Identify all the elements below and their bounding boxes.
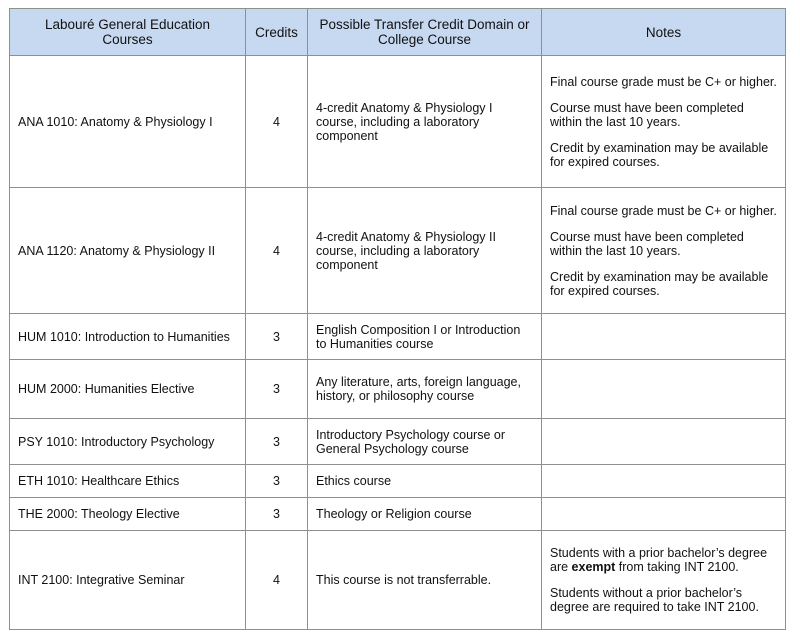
- transfer-cell: 4-credit Anatomy & Physiology II course, including a laboratory component: [308, 188, 542, 314]
- note-text: Credit by examination may be available for expired courses.: [550, 140, 769, 169]
- course-cell: ANA 1120: Anatomy & Physiology II: [10, 188, 246, 314]
- credits-cell: 4: [246, 188, 308, 314]
- transfer-cell: English Composition I or Introduction to Humanities course: [308, 314, 542, 360]
- transfer-cell: Introductory Psychology course or General Psychology course: [308, 419, 542, 465]
- note-text: Course must have been completed within the last 10 years.: [550, 100, 744, 129]
- header-credits: Credits: [246, 9, 308, 56]
- credits-cell: 3: [246, 465, 308, 498]
- transfer-cell: This course is not transferrable.: [308, 531, 542, 630]
- credits-cell: 4: [246, 56, 308, 188]
- course-cell: PSY 1010: Introductory Psychology: [10, 419, 246, 465]
- course-cell: ETH 1010: Healthcare Ethics: [10, 465, 246, 498]
- credits-cell: 3: [246, 498, 308, 531]
- notes-cell: [542, 419, 786, 465]
- course-cell: HUM 1010: Introduction to Humanities: [10, 314, 246, 360]
- table-row: [10, 56, 786, 188]
- table-row: [10, 498, 786, 531]
- notes-cell: [542, 465, 786, 498]
- header-notes: Notes: [542, 9, 786, 56]
- header-course: Labouré General Education Courses: [10, 9, 246, 56]
- table-row: [10, 531, 786, 630]
- note-text: Course must have been completed within the last 10 years.: [550, 229, 744, 258]
- course-cell: ANA 1010: Anatomy & Physiology I: [10, 56, 246, 188]
- credits-cell: 3: [246, 419, 308, 465]
- note-text: [550, 546, 777, 574]
- credits-cell: 3: [246, 360, 308, 419]
- note-text: Final course grade must be C+ or higher.: [550, 203, 777, 218]
- table-row: [10, 465, 786, 498]
- note-text-before: Students with a prior bachelor’s degree are: [550, 546, 768, 574]
- transfer-cell: Any literature, arts, foreign language, history, or philosophy course: [308, 360, 542, 419]
- transfer-cell: 4-credit Anatomy & Physiology I course, including a laboratory component: [308, 56, 542, 188]
- notes-cell: [542, 56, 786, 188]
- notes-cell: [542, 188, 786, 314]
- credits-cell: 3: [246, 314, 308, 360]
- header-row: [10, 9, 786, 56]
- exempt-emphasis: exempt: [571, 560, 616, 574]
- notes-cell: [542, 314, 786, 360]
- notes-cell: [542, 498, 786, 531]
- notes-cell: [542, 360, 786, 419]
- course-cell: INT 2100: Integrative Seminar: [10, 531, 246, 630]
- table-row: [10, 314, 786, 360]
- transfer-cell: Ethics course: [308, 465, 542, 498]
- course-cell: HUM 2000: Humanities Elective: [10, 360, 246, 419]
- note-text: Students without a prior bachelor’s degree are required to take INT 2100.: [550, 586, 759, 614]
- notes-cell: [542, 531, 786, 630]
- transfer-cell: Theology or Religion course: [308, 498, 542, 531]
- table-row: [10, 360, 786, 419]
- note-text: Credit by examination may be available for expired courses.: [550, 269, 769, 298]
- transfer-credit-table: [9, 8, 786, 630]
- note-text-after: from taking INT 2100.: [615, 560, 739, 574]
- course-cell: THE 2000: Theology Elective: [10, 498, 246, 531]
- note-text: Final course grade must be C+ or higher.: [550, 74, 777, 89]
- header-transfer: Possible Transfer Credit Domain or College Course: [308, 9, 542, 56]
- table-row: [10, 188, 786, 314]
- credits-cell: 4: [246, 531, 308, 630]
- table-row: [10, 419, 786, 465]
